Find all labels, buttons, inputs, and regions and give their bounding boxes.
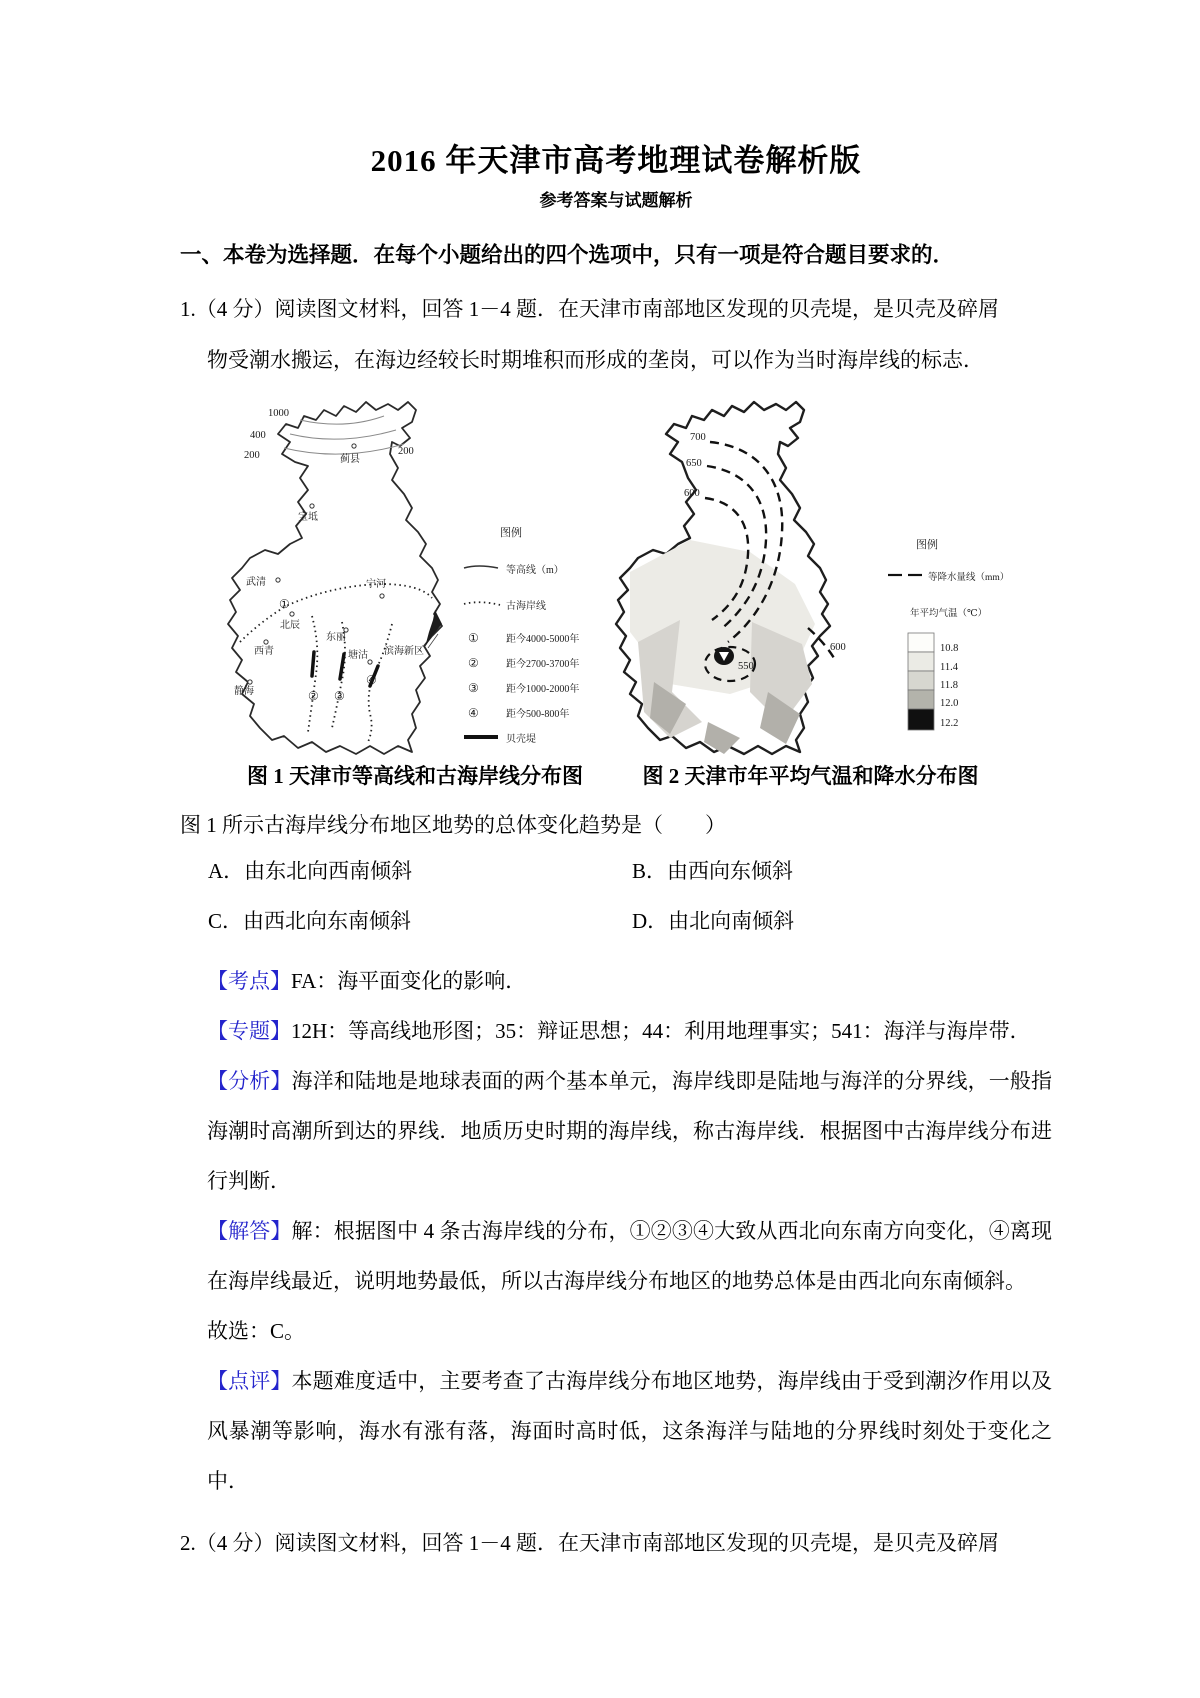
figure2-caption: 图 2 天津市年平均气温和降水分布图 xyxy=(642,764,979,788)
legend-temperature-label: 年平均气温（℃） xyxy=(910,609,988,619)
isohyet-label-600: 600 xyxy=(684,488,700,499)
option-row-ab xyxy=(180,846,1052,896)
kaodian-paragraph xyxy=(180,956,1052,1006)
figure2-map xyxy=(610,392,1018,758)
legend-age1-label: 距今4000-5000年 xyxy=(506,634,580,645)
figure2-legend-title: 图例 xyxy=(916,539,938,551)
option-b-key: B． xyxy=(632,859,668,883)
isohyet-label-600b: 600 xyxy=(830,642,846,653)
legend-contour-label: 等高线（m） xyxy=(506,565,564,576)
option-b-text: 由西向东倾斜 xyxy=(667,859,794,883)
option-c xyxy=(208,909,411,933)
place-binhai: 滨海新区 xyxy=(384,646,424,657)
fenxi-paragraph xyxy=(180,1056,1052,1206)
section-heading: 一、本卷为选择题．在每个小题给出的四个选项中，只有一项是符合题目要求的． xyxy=(180,243,955,267)
place-ninghe: 宁河 xyxy=(366,579,386,590)
place-baodi: 宝坻 xyxy=(298,512,318,523)
isohyet-label-650: 650 xyxy=(686,458,702,469)
figure2-legend xyxy=(888,537,1009,730)
option-d-text: 由北向南倾斜 xyxy=(668,909,795,933)
legend-age3-label: 距今1000-2000年 xyxy=(506,684,580,695)
isohyet-label-550: 550 xyxy=(738,661,754,672)
contour-label-400: 400 xyxy=(250,430,266,441)
place-jixian: 蓟县 xyxy=(340,454,360,465)
kaodian-text: FA：海平面变化的影响． xyxy=(291,969,527,993)
question1-stem xyxy=(180,284,1052,386)
legend-marker2-icon: ② xyxy=(468,656,479,670)
marker-4-icon: ④ xyxy=(366,673,377,687)
legend-ancient-symbol xyxy=(464,602,500,605)
legend-shelldike-label: 贝壳堤 xyxy=(506,734,536,745)
figure1-legend-title: 图例 xyxy=(500,527,522,539)
figures-block xyxy=(0,378,1200,802)
legend-marker3-icon: ③ xyxy=(468,681,479,695)
dianping-paragraph xyxy=(180,1356,1052,1506)
question1-stem-line2: 物受潮水搬运，在海边经较长时期堆积而形成的垄岗，可以作为当时海岸线的标志． xyxy=(207,348,984,372)
contour-label-1000: 1000 xyxy=(268,408,289,419)
figure1-caption: 图 1 天津市等高线和古海岸线分布图 xyxy=(247,764,583,788)
place-jinghai: 静海 xyxy=(234,686,254,697)
fenxi-text: 海洋和陆地是地球表面的两个基本单元，海岸线即是陆地与海洋的分界线，一般指海潮时高潮所到达的界线．地质历史时期的海岸线，称古海岸线．根据图中古海岸线分布进行判断． xyxy=(207,1069,1052,1193)
zhuanti-paragraph xyxy=(180,1006,1052,1056)
temp-scale-value-5: 12.2 xyxy=(940,718,959,729)
zhuanti-label: 【专题】 xyxy=(207,1019,291,1043)
zhuanti-text: 12H：等高线地形图；35：辩证思想；44：利用地理事实；541：海洋与海岸带． xyxy=(291,1019,1031,1043)
jieda-paragraph xyxy=(180,1206,1052,1306)
option-c-key: C． xyxy=(208,909,244,933)
option-d-key: D． xyxy=(632,909,669,933)
answer-conclusion: 故选：C。 xyxy=(207,1319,306,1343)
page-title: 2016 年天津市高考地理试卷解析版 xyxy=(370,143,862,178)
contour-label-200-left: 200 xyxy=(244,450,260,461)
jieda-text: 解：根据图中 4 条古海岸线的分布，①②③④大致从西北向东南方向变化，④离现在海岸线最近，说明地势最低，所以古海岸线分布地区的地势总体是由西北向东南倾斜。 xyxy=(207,1219,1052,1293)
marker-1-icon: ① xyxy=(279,597,290,611)
legend-contour-symbol xyxy=(464,566,498,568)
legend-age2-label: 距今2700-3700年 xyxy=(506,659,580,670)
marker-3-icon: ③ xyxy=(334,689,345,703)
option-row-cd xyxy=(180,896,1052,946)
legend-marker1-icon: ① xyxy=(468,631,479,645)
option-a xyxy=(208,859,412,883)
legend-age4-label: 距今500-800年 xyxy=(506,709,570,720)
legend-ancient-label: 古海岸线 xyxy=(506,601,546,612)
figure1-legend xyxy=(464,525,579,745)
question1-prompt: 图 1 所示古海岸线分布地区地势的总体变化趋势是（ ） xyxy=(180,813,726,837)
kaodian-label: 【考点】 xyxy=(207,969,291,993)
fenxi-label: 【分析】 xyxy=(207,1069,292,1093)
legend-marker4-icon: ④ xyxy=(468,706,479,720)
question1-stem-line1: 1.（4 分）阅读图文材料，回答 1－4 题．在天津市南部地区发现的贝壳堤，是贝壳及碎屑 xyxy=(180,297,999,321)
isohyet-label-700: 700 xyxy=(690,432,706,443)
page-subtitle: 参考答案与试题解析 xyxy=(539,191,693,210)
temp-scale-value-3: 11.8 xyxy=(940,680,958,691)
marker-2-icon: ② xyxy=(308,689,319,703)
question2-stem xyxy=(180,1518,1052,1569)
place-wuqing: 武清 xyxy=(246,577,266,588)
place-xiqing: 西青 xyxy=(254,646,274,657)
option-d xyxy=(632,896,794,946)
option-c-text: 由西北向东南倾斜 xyxy=(243,909,412,933)
legend-isohyet-label: 等降水量线（mm） xyxy=(928,573,1010,583)
temp-scale-boxes xyxy=(908,633,934,730)
temp-scale-value-4: 12.0 xyxy=(940,698,959,709)
temp-scale-value-2: 11.4 xyxy=(940,662,958,673)
question2-stem-line1: 2.（4 分）阅读图文材料，回答 1－4 题．在天津市南部地区发现的贝壳堤，是贝壳及碎屑 xyxy=(180,1531,999,1555)
figure1-map xyxy=(220,384,620,762)
jieda-label: 【解答】 xyxy=(207,1219,292,1243)
place-tanggu: 塘沽 xyxy=(348,650,368,661)
place-dongli: 东丽 xyxy=(326,632,346,643)
place-beichen: 北辰 xyxy=(280,620,300,631)
option-a-text: 由东北向西南倾斜 xyxy=(244,859,413,883)
dianping-text: 本题难度适中，主要考查了古海岸线分布地区地势，海岸线由于受到潮汐作用以及风暴潮等影响，海水有涨有落，海面时高时低，这条海洋与陆地的分界线时刻处于变化之中． xyxy=(207,1369,1052,1493)
temp-scale-value-1: 10.8 xyxy=(940,643,959,654)
option-b xyxy=(632,846,793,896)
contour-label-200-right: 200 xyxy=(398,446,414,457)
option-a-key: A． xyxy=(208,859,245,883)
dianping-label: 【点评】 xyxy=(207,1369,292,1393)
